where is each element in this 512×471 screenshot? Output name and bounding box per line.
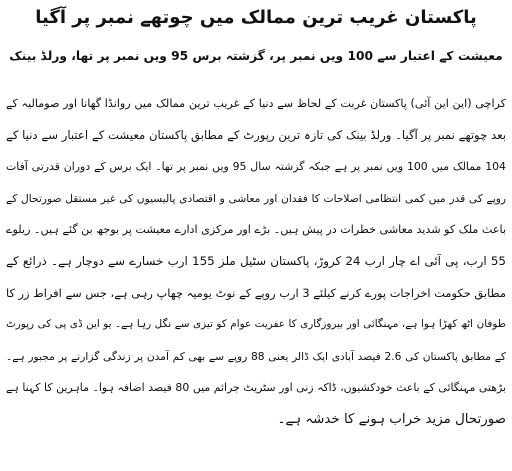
article-line: 55 ارب، پی آئی اے چار ارب 24 کروڑ، پاکستان سٹیل ملز 155 ارب خسارے سے دوچار ہے۔ ذرائع کے [6,253,506,268]
article-line: کے مطابق پاکستان کی 2.6 فیصد آبادی ایک ڈالر یعنی 88 روپے سے بھی کم آمدن پر زندگی گزارنے پر مجبور ہے۔ [6,349,506,363]
article-line: 104 ممالک میں 100 ویں نمبر پر ہے جبکہ گزشتہ سال 95 ویں نمبر پر تھا۔ ایک برس کے دوران قدرتی آفات [6,160,506,174]
article-line: مطابق حکومت اخراجات پورے کرنے کیلئے 3 ارب روپے کے نوٹ یومیہ چھاپ رہی ہے، جس سے افراط زر کا [6,285,506,300]
article-subheadline: معیشت کے اعتبار سے 100 ویں نمبر پر، گزشتہ برس 95 ویں نمبر پر تھا، ورلڈ بینک [9,49,503,63]
article-line: کراچی (این این آئی) پاکستان غربت کے لحاظ سے دنیا کے غریب ترین ممالک میں روانڈا گھانا اور صومالیہ کے [6,97,506,110]
article-line: روپے کی قدر میں کمی انتظامی اصلاحات کا فقدان اور معاشی و اقتصادی پالیسیوں کی غیر مستقل صورتحال کے [6,191,506,205]
article-body [6,88,506,436]
article-line: بڑھتی مہنگائی کے باعث خودکشیوں، ڈاکہ زنی اور سٹریٹ جرائم میں 80 فیصد اضافہ ہوا۔ ماہرین کا کہنا ہے [6,381,506,395]
article-headline: پاکستان غریب ترین ممالک میں چوتھے نمبر پر آگیا [35,7,477,28]
article-line: باعث ملک کو شدید معاشی خطرات در پیش ہیں۔ بڑے اور مرکزی ادارے معیشت پر بوجھ بن گئے ہیں۔ ریلوے [6,223,506,237]
article-line: صورتحال مزید خراب ہونے کا خدشہ ہے۔ [277,411,506,427]
article-line: بعد چوتھے نمبر پر آگیا۔ ورلڈ بینک کی تازہ ترین رپورٹ کے مطابق پاکستان معیشت کے اعتبار سے دنیا کے [6,127,506,142]
article-line: طوفان اٹھ کھڑا ہوا ہے، مہنگائی اور بیروزگاری کا عفریت عوام کو تیزی سے نگل رہا ہے۔ یو این ڈی پی کی رپورٹ [6,318,506,331]
